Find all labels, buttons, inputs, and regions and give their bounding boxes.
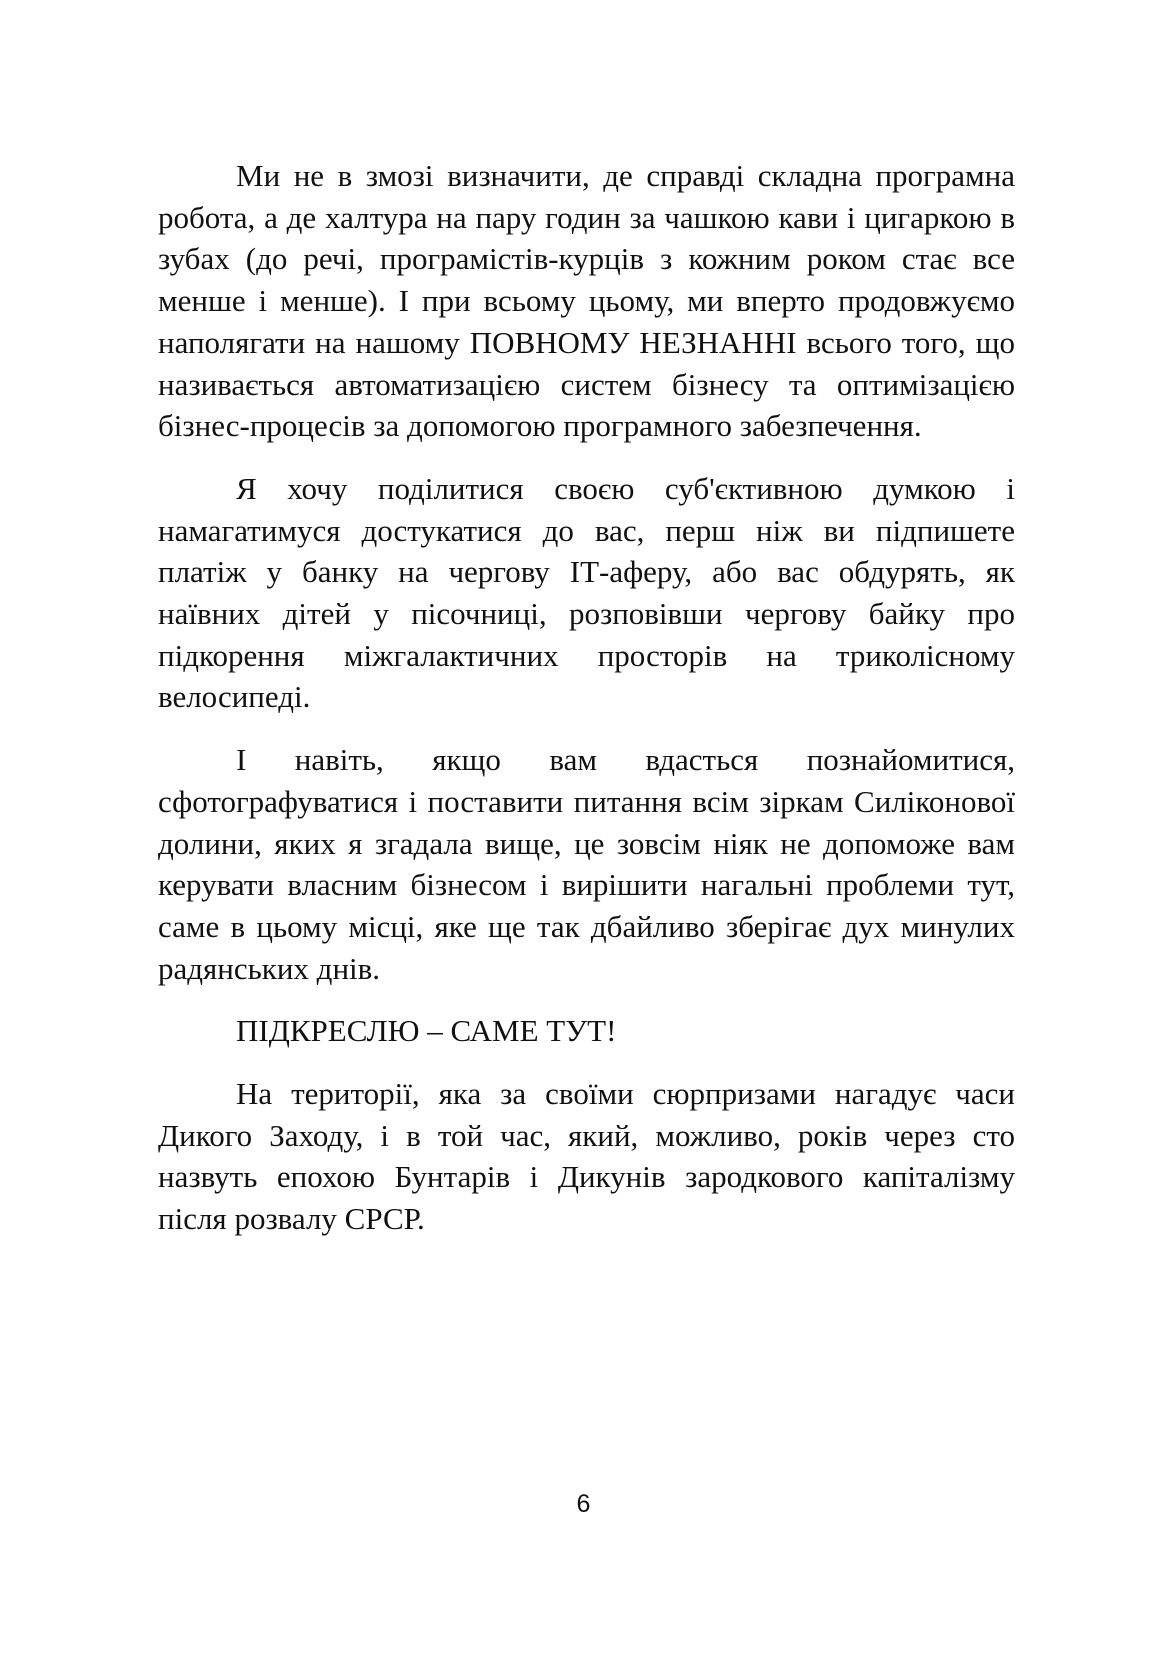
paragraph-1: Ми не в змозі визначити, де справді складна програмна робота, а де халтура на пару годин за чашкою кави і цигаркою в зубах (до речі, програмістів-курців з кожним роком стає все менше і менше). І при всьому цьому, ми вперто продовжуємо наполягати на нашому ПОВНОМУ НЕЗНАННІ всього того, що називається автоматизацією систем бізнесу та оптимізацією бізнес-процесів за допомогою програмного забезпечення. bbox=[158, 158, 1015, 444]
paragraph-2: Я хочу поділитися своєю суб'єктивною думкою і намагатимуся достукатися до вас, перш ніж ви підпишете платіж у банку на чергову ІТ-аферу, або вас обдурять, як наївних дітей у пісочниці, розповівши чергову байку про підкорення міжгалактичних просторів на триколісному велосипеді. bbox=[158, 470, 1015, 715]
paragraph-3: І навіть, якщо вам вдасться познайомитися, сфотографуватися і поставити питання всім зіркам Силіконової долини, яких я згадала вище, це зовсім ніяк не допоможе вам керувати власним бізнесом і вирішити нагальні проблеми тут, саме в цьому місці, яке ще так дбайливо зберігає дух минулих радянських днів. bbox=[158, 742, 1015, 986]
page-number: 6 bbox=[576, 1490, 591, 1518]
page-body-text bbox=[158, 155, 1015, 1261]
paragraph-5: На території, яка за своїми сюрпризами нагадує часи Дикого Заходу, і в той час, який, можливо, років через сто назвуть епохою Бунтарів і Дикунів зародкового капіталізму після розвалу СРСР. bbox=[158, 1076, 1015, 1237]
paragraph-4: ПІДКРЕСЛЮ – САМЕ ТУТ! bbox=[236, 1013, 617, 1049]
